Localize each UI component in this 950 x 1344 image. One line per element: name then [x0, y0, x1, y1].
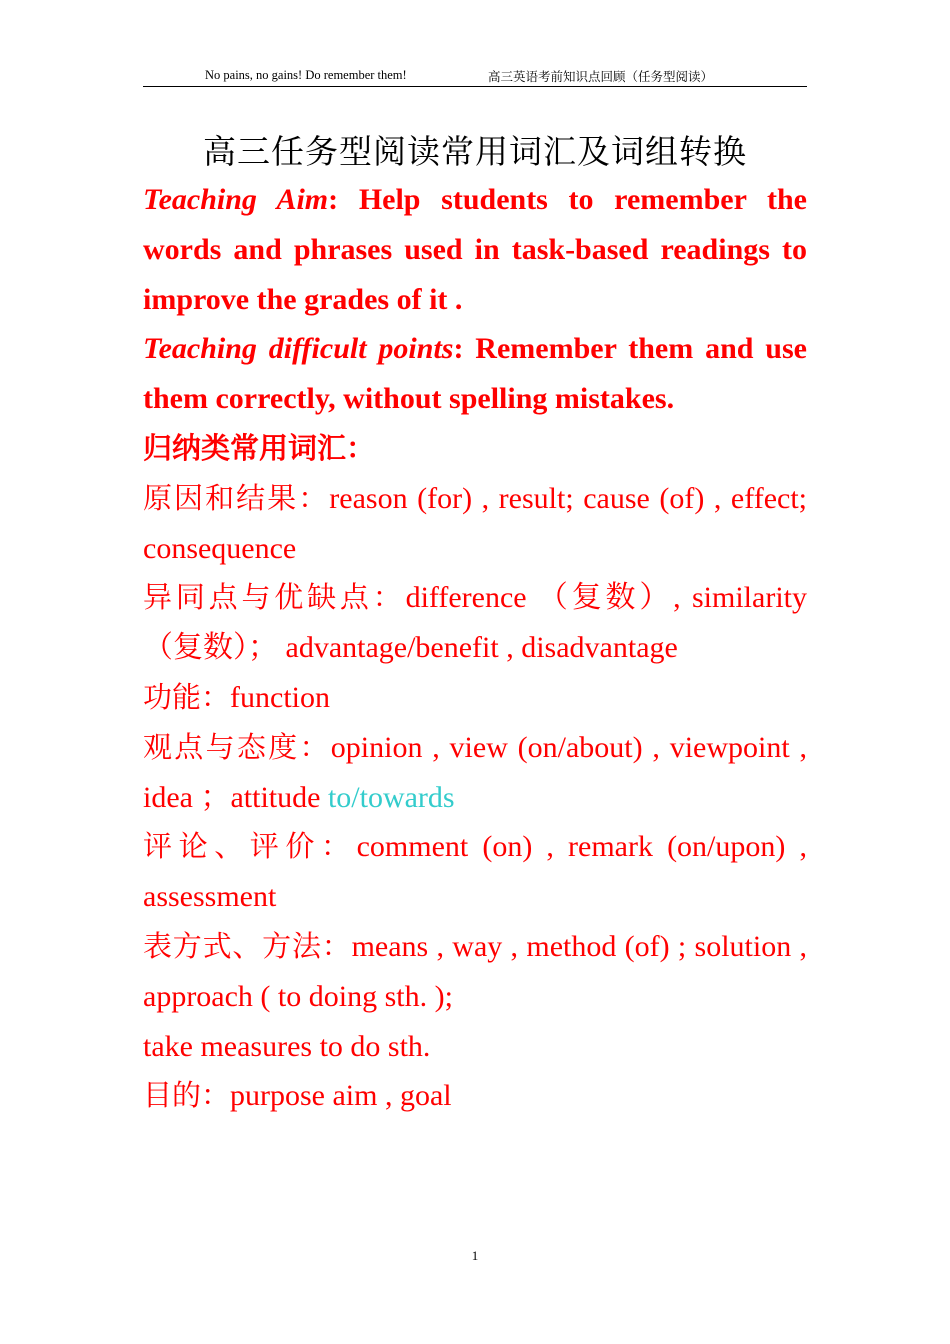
entry-words: reason (for) , result; cause (of) , effect; consequence: [143, 481, 807, 565]
entry-label: 观点与态度：: [143, 729, 331, 764]
teaching-aim: [143, 175, 807, 324]
entry-comment: [143, 822, 807, 922]
entry-words: function: [230, 680, 330, 714]
teaching-difficult-label: Teaching difficult points: [143, 332, 454, 366]
teaching-difficult-text: : Remember them and use them correctly, without spelling mistakes.: [143, 332, 807, 416]
teaching-difficult-points: [143, 324, 807, 424]
entry-label: 功能：: [143, 679, 231, 714]
document-body: [143, 175, 807, 1121]
entry-words: opinion , view (on/about) , viewpoint , idea ；attitude: [143, 730, 807, 814]
teaching-aim-text: : Help students to remember the words and phrases used in task-based readings to improve the grades of it .: [143, 183, 808, 316]
entry-label: 评论、评价：: [143, 829, 357, 864]
entry-opinion: [143, 723, 807, 823]
entry-purpose: [143, 1071, 807, 1121]
entry-words: difference （复数）, similarity （复数）； advantage/benefit , disadvantage: [143, 581, 807, 665]
document-title: 高三任务型阅读常用词汇及词组转换: [203, 132, 747, 171]
entry-methods: [143, 922, 807, 1022]
entry-words: take measures to do sth.: [143, 1029, 431, 1063]
header-subject: 高三英语考前知识点回顾（任务型阅读）: [488, 70, 714, 84]
header-motto: No pains, no gains! Do remember them!: [205, 68, 407, 82]
entry-function: [143, 673, 807, 723]
entry-differences: [143, 573, 807, 673]
entry-label: 原因和结果：: [143, 480, 330, 515]
entry-label: 异同点与优缺点：: [143, 580, 406, 615]
entry-measures: [143, 1022, 807, 1072]
section-heading: 归纳类常用词汇：: [143, 430, 376, 465]
entry-label: 目的：: [143, 1078, 231, 1113]
entry-teal-words: to/towards: [327, 780, 455, 814]
page-number: 1: [471, 1248, 479, 1263]
teaching-aim-label: Teaching Aim: [143, 183, 329, 216]
entry-cause-effect: [143, 474, 807, 574]
entry-words: means , way , method (of) ; solution , approach ( to doing sth. );: [143, 929, 807, 1013]
entry-words: purpose aim , goal: [230, 1079, 452, 1113]
page-header: [143, 66, 807, 87]
entry-words: comment (on) , remark (on/upon) , assessment: [143, 830, 807, 914]
entry-label: 表方式、方法：: [143, 928, 352, 963]
